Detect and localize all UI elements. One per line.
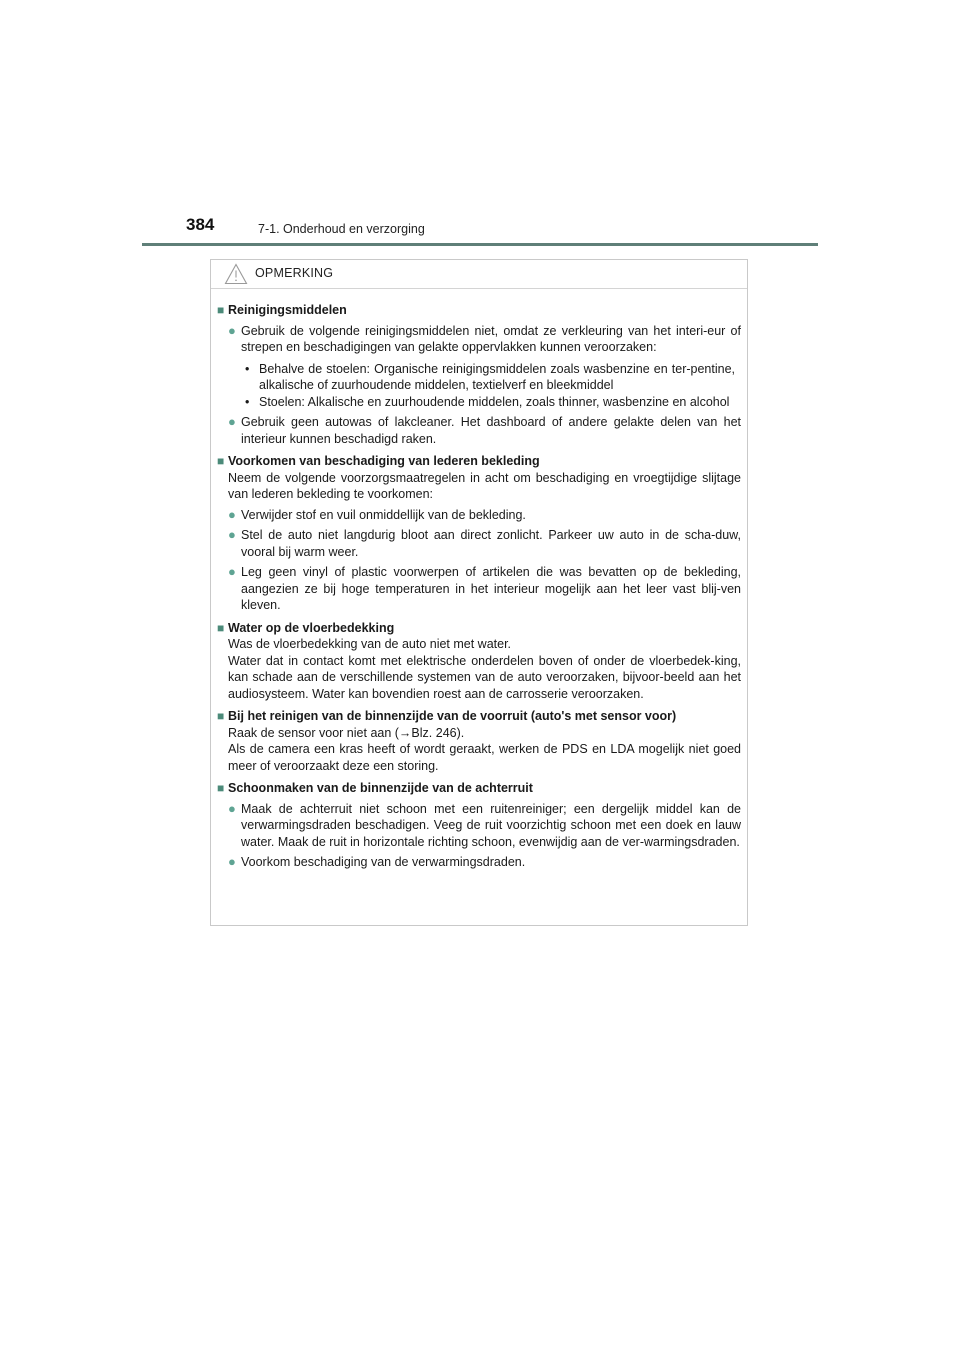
section-heading-text: Water op de vloerbedekking <box>228 620 395 635</box>
paragraph: Raak de sensor voor niet aan (→Blz. 246). <box>228 725 465 740</box>
list-item-text: Voorkom beschadiging van de verwarmingsdraden. <box>241 855 526 869</box>
section-title: 7-1. Onderhoud en verzorging <box>258 222 425 236</box>
section-heading <box>217 302 741 319</box>
paragraph: Was de vloerbedekking van de auto niet met water. <box>228 637 512 651</box>
section-heading-text: Reinigingsmiddelen <box>228 303 347 317</box>
notice-section <box>217 708 741 774</box>
list-item <box>228 507 741 524</box>
list-item-text: Stel de auto niet langdurig bloot aan direct zonlicht. Parkeer uw auto in de scha-duw, vooral bij warm weer. <box>241 528 741 559</box>
sub-list-item-text: Stoelen: Alkalische en zuurhoudende middelen, zoals thinner, wasbenzine en alcohol <box>259 394 730 409</box>
notice-section <box>217 620 741 703</box>
square-bullet-icon: ■ <box>217 781 225 795</box>
notice-section <box>217 453 741 614</box>
square-bullet-icon: ■ <box>217 454 225 468</box>
notice-section <box>217 780 741 871</box>
paragraph: Neem de volgende voorzorgsmaatregelen in acht om beschadiging en vroegtijdige slijtage van lederen bekleding te voorkomen: <box>228 470 741 501</box>
list-item-text: Leg geen vinyl of plastic voorwerpen of artikelen die was bevatten op de bekleding, aangezien ze bij hoge temperaturen in het interieur mogelijk aan het leer vast blij-ven kleven. <box>241 565 741 612</box>
section-heading-text: Bij het reinigen van de binnenzijde van de voorruit (auto's met sensor voor) <box>228 709 677 723</box>
section-heading-text: Voorkomen van beschadiging van lederen bekleding <box>228 454 540 468</box>
list-item-text: Gebruik de volgende reinigingsmiddelen niet, omdat ze verkleuring van het interi-eur of strepen en beschadigingen van gelakte oppervlakken kunnen veroorzaken: <box>241 323 741 354</box>
circle-bullet-icon: ● <box>228 322 236 338</box>
notice-body <box>211 289 747 871</box>
circle-bullet-icon: ● <box>228 854 236 869</box>
list-item <box>228 801 741 851</box>
list-item-text: Maak de achterruit niet schoon met een ruitenreiniger; een dergelijk middel kan de verwarmingsdraden beschadigen. Veeg de ruit voorzichtig schoon met een doek en lauw water. Maak de ruit in horizontale richting schoon, evenwijdig aan de ver-warmingsdraden. <box>241 801 741 849</box>
circle-bullet-icon: ● <box>228 527 236 542</box>
square-bullet-icon: ■ <box>217 620 225 635</box>
list-item <box>228 854 741 871</box>
warning-triangle-icon <box>224 263 248 285</box>
sub-list-item <box>243 361 741 394</box>
notice-header <box>211 260 747 289</box>
list-item <box>228 323 741 356</box>
section-heading-text: Schoonmaken van de binnenzijde van de achterruit <box>228 781 533 795</box>
page-number: 384 <box>186 215 215 234</box>
sub-list <box>243 361 741 411</box>
paragraph: Als de camera een kras heeft of wordt geraakt, werken de PDS en LDA mogelijk niet goed meer of veroorzaakt deze een storing. <box>228 742 741 773</box>
page-header <box>0 0 960 250</box>
dot-bullet-icon: • <box>245 361 250 376</box>
square-bullet-icon: ■ <box>217 709 225 723</box>
circle-bullet-icon: ● <box>228 800 236 816</box>
list-item-text: Gebruik geen autowas of lakcleaner. Het dashboard of andere gelakte delen van het interieur kunnen beschadigd raken. <box>241 415 741 446</box>
section-heading <box>217 620 741 637</box>
list-item <box>228 527 741 560</box>
list-item-text: Verwijder stof en vuil onmiddellijk van de bekleding. <box>241 507 526 522</box>
notice-section <box>217 302 741 447</box>
notice-box <box>210 259 748 926</box>
section-heading <box>217 708 741 725</box>
header-rule <box>142 243 818 246</box>
sub-list-item <box>243 394 741 411</box>
dot-bullet-icon: • <box>245 394 250 409</box>
circle-bullet-icon: ● <box>228 414 236 429</box>
sub-list-item-text: Behalve de stoelen: Organische reinigingsmiddelen zoals wasbenzine en ter-pentine, alkalische of zuurhoudende middelen, textielverf en bleekmiddel <box>259 361 735 392</box>
section-heading <box>217 453 741 470</box>
square-bullet-icon: ■ <box>217 303 225 317</box>
section-heading <box>217 780 741 797</box>
list-item <box>228 564 741 614</box>
circle-bullet-icon: ● <box>228 506 236 522</box>
circle-bullet-icon: ● <box>228 564 236 579</box>
notice-title: OPMERKING <box>255 266 334 280</box>
list-item <box>228 414 741 447</box>
paragraph: Water dat in contact komt met elektrische onderdelen boven of onder de vloerbedek-king, kan schade aan de verschillende systemen van de auto veroorzaken, bijvoor-beeld aan het audiosysteem. Water kan bovendien roest aan de carrosserie veroorzaken. <box>228 653 741 701</box>
